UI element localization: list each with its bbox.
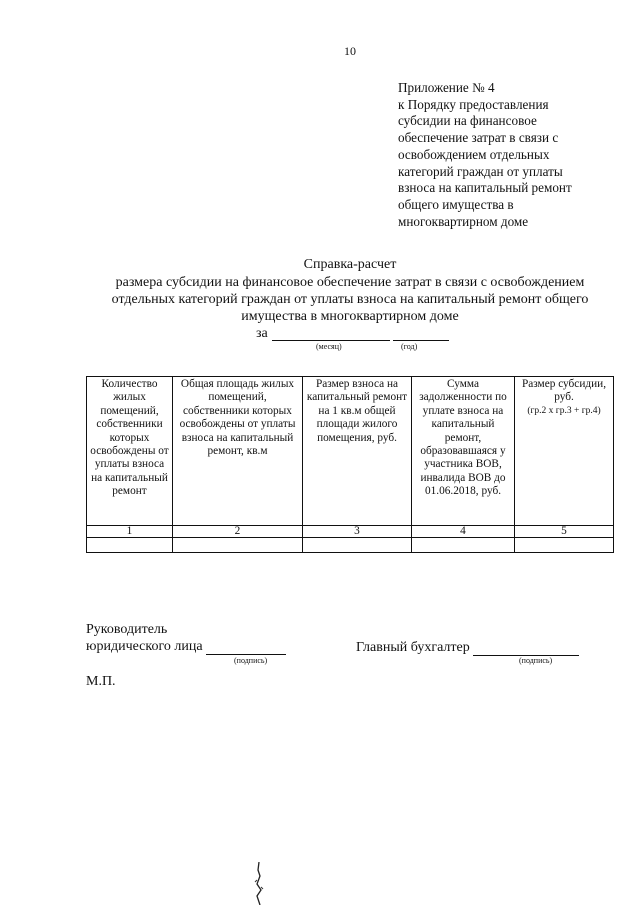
- header-cell-area: Общая площадь жилых помещений, собственники которых освобождены от уплаты взноса на капитальный ремонт, кв.м: [173, 377, 303, 526]
- appendix-line: освобождением отдельных: [398, 146, 550, 162]
- director-signature-line: [206, 653, 286, 655]
- appendix-block: [398, 80, 633, 230]
- column-number: 5: [515, 526, 614, 538]
- empty-cell: [173, 538, 303, 553]
- subtitle-line: размера субсидии на финансовое обеспечение затрат в связи с освобождением: [115, 275, 585, 290]
- accountant-signature-caption: (подпись): [519, 656, 553, 665]
- appendix-line: к Порядку предоставления: [398, 96, 549, 112]
- empty-cell: [515, 538, 614, 553]
- page-number: 10: [344, 44, 356, 58]
- empty-cell: [412, 538, 515, 553]
- column-number: 3: [303, 526, 412, 538]
- appendix-line: многоквартирном доме: [398, 213, 529, 229]
- appendix-line: взноса на капитальный ремонт: [398, 180, 572, 196]
- document-title: Справка-расчет: [303, 257, 397, 272]
- subsidy-formula: (гр.2 х гр.3 + гр.4): [527, 405, 601, 416]
- empty-cell: [303, 538, 412, 553]
- period-prefix: за: [256, 326, 268, 341]
- subtitle-line: имущества в многоквартирном доме: [241, 309, 459, 324]
- appendix-line: Приложение № 4: [398, 80, 495, 95]
- director-signature-block: [86, 621, 286, 655]
- year-blank-line: [393, 340, 449, 341]
- month-caption: (месяц): [316, 342, 342, 351]
- director-title-line2: юридического лица: [86, 639, 203, 654]
- table-number-row: [87, 526, 614, 538]
- calculation-table: [86, 376, 614, 553]
- appendix-line: субсидии на финансовое: [398, 113, 537, 129]
- column-number: 2: [173, 526, 303, 538]
- month-blank-line: [272, 340, 390, 341]
- period-field: [256, 326, 456, 356]
- director-signature-caption: (подпись): [234, 656, 268, 665]
- subtitle-line: отдельных категорий граждан от уплаты взноса на капитальный ремонт общего: [111, 292, 589, 307]
- document-subtitle: [0, 274, 640, 325]
- appendix-line: категорий граждан от уплаты: [398, 163, 563, 179]
- scan-artifact-mark: [245, 862, 273, 905]
- table-header-row: [87, 377, 614, 526]
- year-caption: (год): [401, 342, 418, 351]
- header-cell-debt: Сумма задолженности по уплате взноса на капитальный ремонт, образовавшаяся у участника ВОВ, инвалида ВОВ до 01.06.2018, руб.: [412, 377, 515, 526]
- accountant-signature-block: [356, 640, 579, 656]
- header-cell-subsidy: [515, 377, 614, 526]
- header-cell-quantity: Количество жилых помещений, собственники которых освобождены от уплаты взноса на капитальный ремонт: [87, 377, 173, 526]
- director-title-line2-wrap: [86, 638, 286, 655]
- subsidy-header-label: Размер субсидии, руб.: [521, 378, 607, 404]
- appendix-line: обеспечение затрат в связи с: [398, 130, 559, 146]
- table-empty-row: [87, 538, 614, 553]
- column-number: 4: [412, 526, 515, 538]
- empty-cell: [87, 538, 173, 553]
- stamp-place-label: М.П.: [86, 674, 116, 689]
- column-number: 1: [87, 526, 173, 538]
- director-title-line1: Руководитель: [86, 622, 168, 637]
- appendix-line: общего имущества в: [398, 196, 514, 212]
- accountant-label: Главный бухгалтер: [356, 640, 470, 655]
- header-cell-fee: Размер взноса на капитальный ремонт на 1 кв.м общей площади жилого помещения, руб.: [303, 377, 412, 526]
